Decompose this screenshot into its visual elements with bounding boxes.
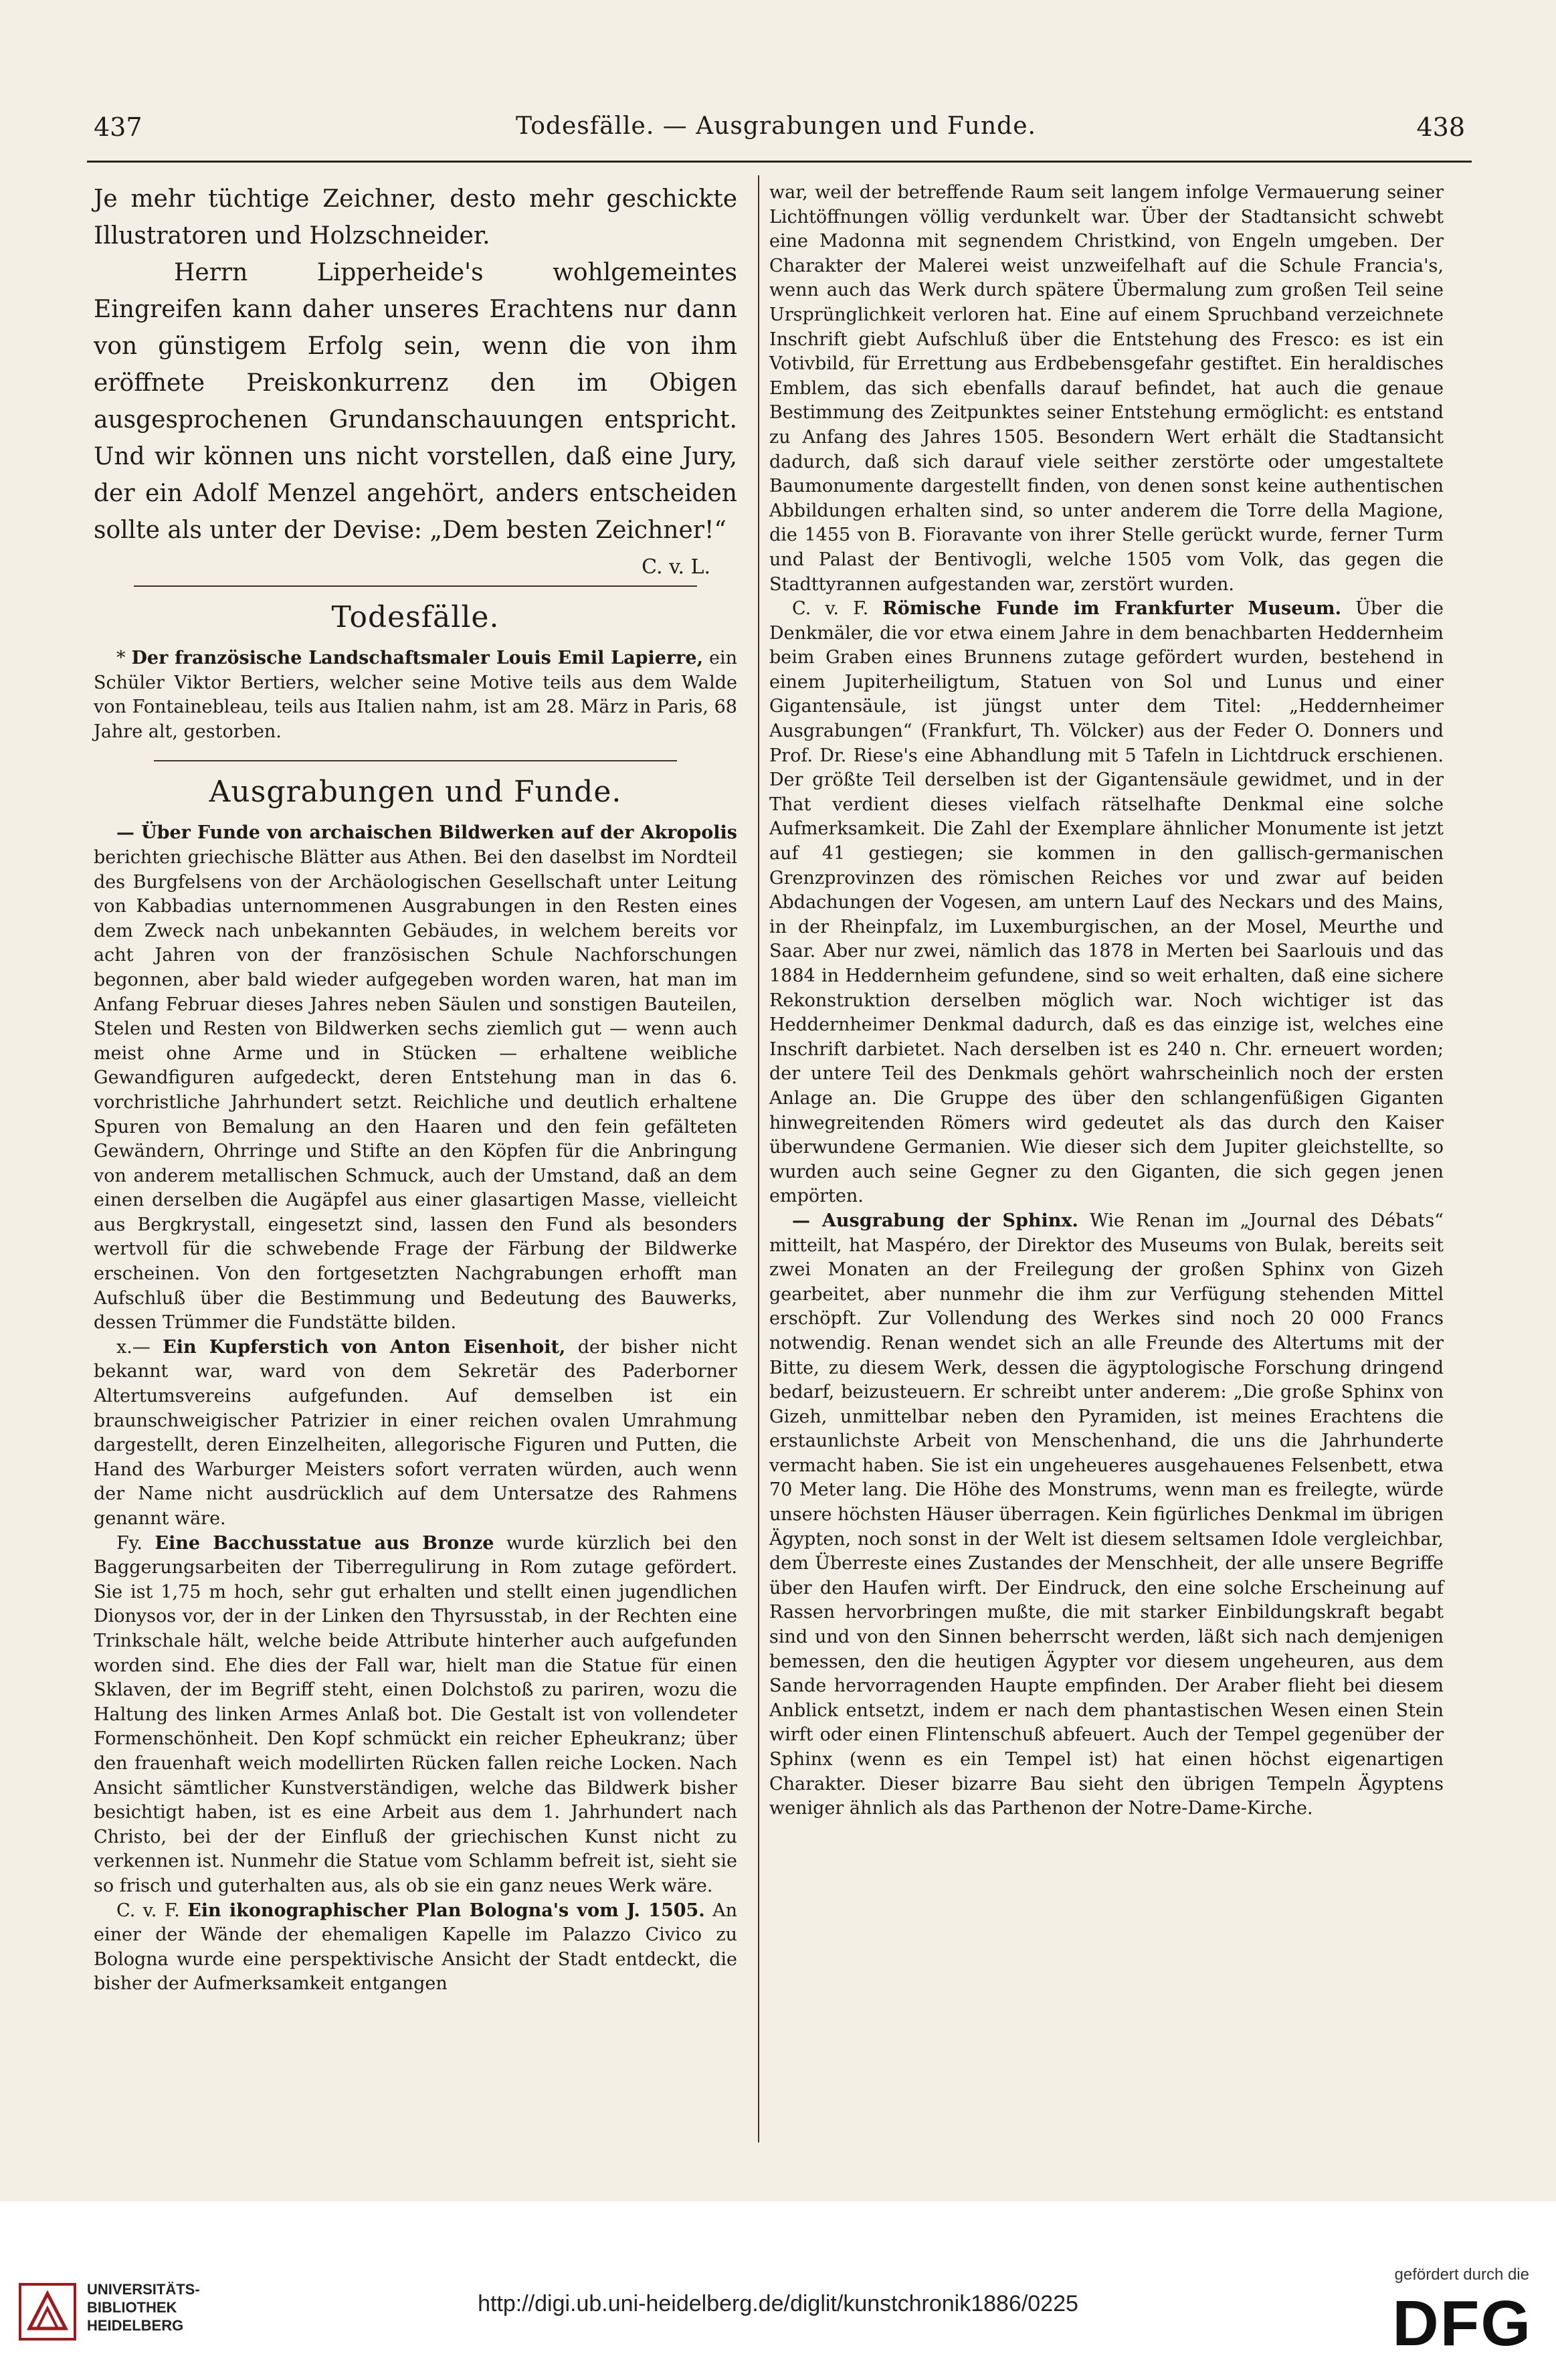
article-frankfurt-text: Über die Denkmäler, die vor etwa einem Jahre in dem benachbarten Heddernheim beim Graben eines Brunnens zutage gefördert wurden, bestehend in einem Jupiterheiligtum, Statuen von Sol und Lunus und einer Gigantensäule, ist jüngst unter dem Titel: „Heddernheimer Ausgrabungen“ (Frankfurt, Th. Völcker) aus der Feder O. Donners und Prof. Dr. Riese's eine Abhandlung mit 5 Tafeln in Lichtdruck erschienen. Der größte Teil derselben ist der Gigantensäule gewidmet, und in der That verdient dieses vielfach rätselhafte Denkmal eine solche Aufmerksamkeit. Die Zahl der Exemplare ähnlicher Monumente ist jetzt auf 41 gestiegen; sie kommen in den gallisch-germanischen Grenzprovinzen des römischen Reiches vor und zwar auf beiden Abdachungen der Vogesen, am untern Lauf des Neckars und des Mains, in der Rheinpfalz, im Luxemburgischen, an der Mosel, Meurthe und Saar. Aber nur zwei, nämlich das 1878 in Merten bei Saarlouis und das 1884 in Heddernheim gefundene, sind so weit erhalten, daß eine sichere Rekonstruktion derselben möglich war. Noch wichtiger ist das Heddernheimer Denkmal dadurch, daß es das einzige ist, welches eine Inschrift darbietet. Nach derselben ist es 240 n. Chr. erneuert worden; der untere Teil des Denkmals gehört wahrscheinlich noch der ersten Anlage an. Die Gruppe des über den schlangenfüßigen Giganten hinwegreitenden Römers wird gedeutet als das durch den Kaiser überwundene Germanien. Wie dieser sich dem Jupiter gleichstellte, so wurden auch seine Gegner zu den Giganten, die sich gegen jenen empörten. bbox=[769, 598, 1444, 1207]
page-number-right: 438 bbox=[1416, 112, 1465, 142]
uni-line-3: HEIDELBERG bbox=[87, 2317, 184, 2334]
paragraph-lipperheide bbox=[94, 254, 737, 579]
article-bacchus-sig: Fy. bbox=[116, 1532, 142, 1554]
article-akropolis bbox=[94, 821, 737, 1335]
article-frankfurt-sig: C. v. F. bbox=[792, 598, 869, 620]
funded-by-caption: gefördert durch die bbox=[1394, 2266, 1529, 2284]
paragraph-illustratoren: Je mehr tüchtige Zeichner, desto mehr geschickte Illustratoren und Holzschneider. bbox=[94, 185, 737, 250]
article-bacchus bbox=[94, 1532, 737, 1899]
article-bologna-sig: C. v. F. bbox=[116, 1900, 180, 1921]
article-bologna bbox=[94, 1899, 737, 1997]
paragraph-lipperheide-text: Herrn Lipperheide's wohlgemeintes Eingreifen kann daher unseres Erachtens nur dann von günstigem Erfolg sein, wenn die von ihm eröffnete Preiskonkurrenz den im Obigen ausgesprochenen Grundanschauungen entspricht. Und wir können uns nicht vorstellen, daß eine Jury, der ein Adolf Menzel angehört, anders entscheiden sollte als unter der Devise: „Dem besten Zeichner!“ bbox=[94, 259, 737, 544]
article-frankfurt bbox=[769, 597, 1444, 1209]
section-rule bbox=[154, 760, 677, 761]
article-bologna-lead: Ein ikonographischer Plan Bologna's vom J. 1505. bbox=[187, 1900, 705, 1921]
signature-cvl: C. v. L. bbox=[642, 555, 710, 579]
article-sphinx-text: Wie Renan im „Journal des Débats“ mitteilt, hat Maspéro, der Direktor des Museums von Bulak, bereits seit zwei Monaten an der Freilegung der großen Sphinx von Gizeh gearbeitet, aber nunmehr die ihm zur Verfügung stehenden Mittel erschöpft. Zur Vollendung des Werkes sind noch 20 000 Francs notwendig. Renan wendet sich an alle Freunde des Altertums mit der Bitte, zu diesem Werk, dessen die ägyptologische Forschung dringend bedarf, beizusteuern. Er schreibt unter anderem: „Die große Sphinx von Gizeh, unmittelbar neben den Pyramiden, ist meines Erachtens die erstaunlichste Arbeit von Menschenhand, die uns die Jahrhunderte vermacht haben. Sie ist ein ungeheueres ausgehauenes Felsenbett, etwa 70 Meter lang. Die Höhe des Monstrums, wenn man es freilegte, würde unsere höchsten Häuser überragen. Kein figürliches Denkmal im übrigen Ägypten, noch sonst in der Welt ist diesem seltsamen Idole vergleichbar, dem Überreste eines Zustandes der Menschheit, der alle unsere Begriffe über den Haufen wirft. Der Eindruck, den eine solche Erscheinung auf Rassen hervorbringen mußte, die mit starker Einbildungskraft begabt sind und von den Sinnen beherrscht werden, läßt sich nach demjenigen bemessen, den die heutigen Ägypter vor diesem ungeheuren, aus dem Sande hervorragenden Haupte empfinden. Der Araber flieht bei diesem Anblick entsetzt, indem er nach dem phantastischen Wesen einen Stein wirft oder einen Flintenschuß abfeuert. Auch der Tempel gegenüber der Sphinx (wenn es ein Tempel ist) hat einen höchst eigenartigen Charakter. Dieser bizarre Bau sieht den übrigen Tempeln Ägyptens weniger ähnlich als das Parthenon der Notre-Dame-Kirche. bbox=[769, 1210, 1444, 1819]
article-bologna-continued: war, weil der betreffende Raum seit langem infolge Vermauerung seiner Lichtöffnungen völlig verdunkelt war. Über der Stadtansicht schwebt eine Madonna mit segnendem Christkind, von Engeln umgeben. Der Charakter der Malerei weist unzweifelhaft auf die Schule Francia's, wenn auch das Werk durch spätere Übermalung zum großen Teil seine Ursprünglichkeit verloren hat. Eine auf einem Spruchband verzeichnete Inschrift giebt Aufschluß über die Entstehung des Fresco: es ist ein Votivbild, für Errettung aus Erdbebensgefahr gestiftet. Ein heraldisches Emblem, das sich ebenfalls darauf befindet, hat auch die genaue Bestimmung des Zeitpunktes seiner Entstehung ermöglicht: es entstand zu Anfang des Jahres 1505. Besondern Wert erhält die Stadtansicht dadurch, daß sich darauf viele seither zerstörte oder umgestaltete Baumonumente dargestellt finden, von denen sonst keine authentischen Abbildungen erhalten sind, so unter anderem die Torre della Magione, die 1455 von B. Fioravante von ihrer Stelle gerückt wurde, ferner Turm und Palast der Bentivogli, welche 1505 vom Volk, das gegen die Stadttyrannen aufgestanden war, zerstört wurden. bbox=[769, 182, 1444, 595]
article-eisenhoit-text: der bisher nicht bekannt war, ward von dem Sekretär des Paderborner Altertumsvereins aufgefunden. Auf demselben ist ein braunschweigischer Patrizier in einer reichen ovalen Umrahmung dargestellt, deren Einzelheiten, allegorische Figuren und Putten, die Hand des Warburger Meisters sofort verraten würden, auch wenn der Name nicht ausdrücklich auf dem Untersatze des Rahmens genannt wäre. bbox=[94, 1336, 737, 1529]
article-sphinx-lead: — Ausgrabung der Sphinx. bbox=[792, 1210, 1078, 1231]
obituary-text: ein Schüler Viktor Bertiers, welcher seine Motive teils aus dem Walde von Fontainebleau, teils aus Italien nahm, ist am 28. März in Paris, 68 Jahre alt, gestorben. bbox=[94, 648, 737, 742]
article-eisenhoit-lead: Ein Kupferstich von Anton Eisenhoit, bbox=[163, 1336, 566, 1358]
article-frankfurt-lead: Römische Funde im Frankfurter Museum. bbox=[882, 598, 1341, 620]
article-eisenhoit-sig: x.— bbox=[116, 1336, 151, 1358]
section-rule bbox=[134, 585, 697, 587]
uni-line-1: UNIVERSITÄTS- bbox=[87, 2281, 200, 2298]
left-column bbox=[94, 181, 737, 1997]
right-column bbox=[769, 181, 1444, 1821]
source-url[interactable]: http://digi.ub.uni-heidelberg.de/diglit/kunstchronik1886/0225 bbox=[478, 2291, 1078, 2316]
header-rule bbox=[87, 161, 1472, 163]
article-sphinx bbox=[769, 1209, 1444, 1821]
column-divider bbox=[758, 175, 759, 2142]
article-bologna-text: An einer der Wände der ehemaligen Kapelle im Palazzo Civico zu Bologna wurde eine perspektivische Ansicht der Stadt entdeckt, die bisher der Aufmerksamkeit entgangen bbox=[94, 1900, 737, 1995]
article-akropolis-text: berichten griechische Blätter aus Athen. Bei den daselbst im Nordteil des Burgfelsens von der Archäologischen Gesellschaft unter Leitung von Kabbadias unternommenen Ausgrabungen in den Resten eines dem Zweck nach unbekannten Gebäudes, in welchem bereits vor acht Jahren von der französischen Schule Nachforschungen begonnen, aber bald wieder aufgegeben worden waren, hat man im Anfang Februar dieses Jahres neben Säulen und sonstigen Bauteilen, Stelen und Resten von Bildwerken sechs ziemlich gut — wenn auch meist ohne Arme und in Stücken — erhaltene weibliche Gewandfiguren aufgedeckt, deren Entstehung man in das 6. vorchristliche Jahrhundert setzt. Reichliche und deutlich erhaltene Spuren von Bemalung an den Haaren und den fein gefälteten Gewändern, Ohrringe und Stifte an den Köpfen für die Anbringung von anderem metallischen Schmuck, auch der Umstand, daß an dem einen derselben die Augäpfel aus einer glasartigen Masse, vielleicht aus Bergkrystall, eingesetzt sind, lassen den Fund als besonders wertvoll für die schwebende Frage der Färbung der Bildwerke erscheinen. Von den fortgesetzten Nachgrabungen erhofft man Aufschluß über die Bestimmung und Bedeutung des Bauwerks, dessen Trümmer die Fundstätte bilden. bbox=[94, 846, 737, 1334]
footer-bar bbox=[0, 2201, 1556, 2380]
article-bacchus-text: wurde kürzlich bei den Baggerungsarbeiten der Tiberregulirung in Rom zutage gefördert. Sie ist 1,75 m hoch, sehr gut erhalten und stellt einen jugendlichen Dionysos vor, der in der Linken den Thyrsusstab, in der Rechten eine Trinkschale hält, welche beide Attribute hinterher auch aufgefunden worden sind. Ehe dies der Fall war, hielt man die Statue für einen Sklaven, der im Begriff steht, einen Dolchstoß zu pariren, wozu die Haltung des linken Armes Anlaß bot. Die Gestalt ist von vollendeter Formenschönheit. Den Kopf schmückt ein reicher Epheukranz; über den frauenhaft weich modellirten Rücken fallen reiche Locken. Nach Ansicht sämtlicher Kunstverständigen, welche das Bildwerk bisher besichtigt haben, ist es eine Arbeit aus dem 1. Jahrhundert nach Christo, bei der der Einfluß der griechischen Kunst nicht zu verkennen ist. Nunmehr die Statue vom Schlamm befreit ist, sieht sie so frisch und guterhalten aus, als ob sie ein ganz neues Werk wäre. bbox=[94, 1532, 737, 1896]
uni-line-2: BIBLIOTHEK bbox=[87, 2299, 177, 2316]
obituary-lead: Der französische Landschaftsmaler Louis Emil Lapierre, bbox=[131, 648, 703, 668]
article-bacchus-lead: Eine Bacchusstatue aus Bronze bbox=[155, 1532, 494, 1554]
page-number-left: 437 bbox=[94, 112, 142, 142]
heading-ausgrabungen: Ausgrabungen und Funde. bbox=[209, 775, 622, 810]
obituary-lapierre bbox=[94, 646, 737, 744]
obituary-mark: * bbox=[116, 648, 126, 668]
heading-todesfaelle: Todesfälle. bbox=[331, 600, 500, 634]
dfg-logo-icon: DFG bbox=[1392, 2288, 1532, 2359]
page-header bbox=[87, 112, 1465, 153]
article-eisenhoit bbox=[94, 1336, 737, 1532]
article-akropolis-lead: — Über Funde von archaischen Bildwerken auf der Akropolis bbox=[116, 822, 737, 844]
running-title: Todesfälle. — Ausgrabungen und Funde. bbox=[516, 112, 1036, 140]
